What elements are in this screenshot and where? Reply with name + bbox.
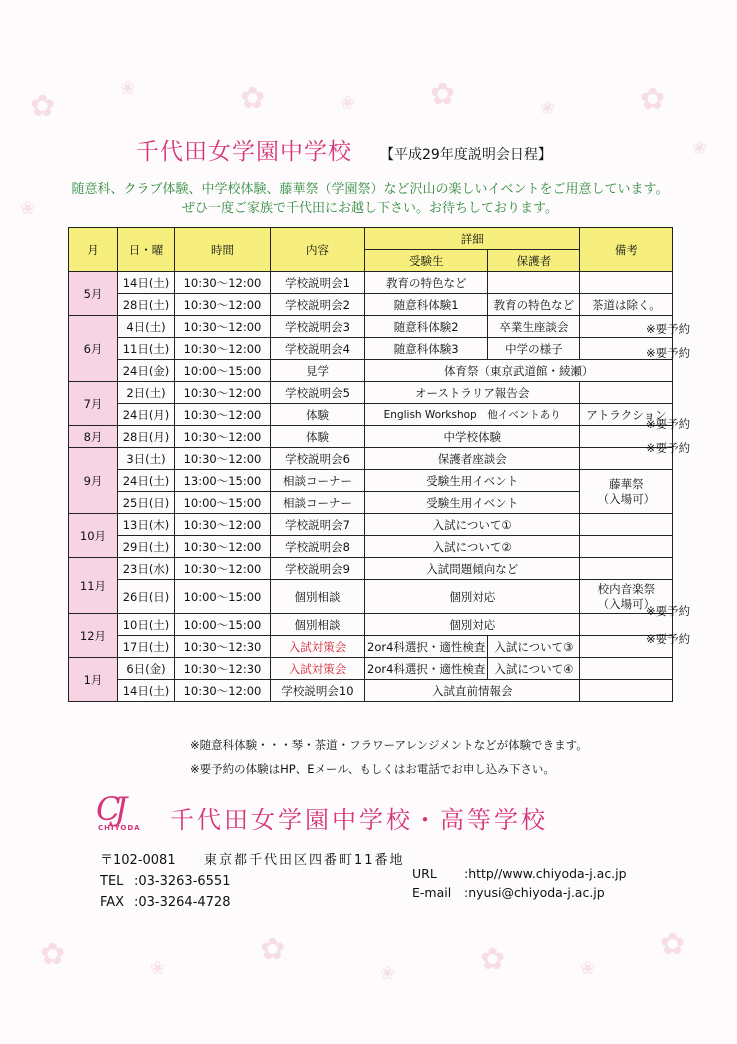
footnote: ※要予約の体験はHP、Eメール、もしくはお電話でお申し込み下さい。 (190, 762, 555, 776)
petal-icon: ✿ (480, 942, 506, 977)
month-cell: 7月 (69, 382, 118, 426)
detail-cell: 入試について② (365, 536, 580, 558)
table-row (69, 514, 673, 536)
content-cell: 入試対策会 (271, 658, 365, 680)
table-row (69, 658, 673, 680)
content-cell: 学校説明会5 (271, 382, 365, 404)
table-row (69, 448, 673, 470)
remarks-cell: アトラクション (580, 404, 673, 426)
detail-cell: English Workshop 他イベントあり (365, 404, 580, 426)
time-cell: 10:30～12:00 (175, 294, 271, 316)
month-cell: 6月 (69, 316, 118, 382)
date-cell: 10日(土) (118, 614, 175, 636)
table-row (69, 404, 673, 426)
table-row (69, 294, 673, 316)
content-cell: 個別相談 (271, 580, 365, 614)
footnote: ※随意科体験・・・琴・茶道・フラワーアレンジメントなどが体験できます。 (190, 738, 588, 752)
time-cell: 10:30～12:00 (175, 448, 271, 470)
time-cell: 10:00～15:00 (175, 492, 271, 514)
date-cell: 24日(月) (118, 404, 175, 426)
guardian-cell: 中学の様子 (488, 338, 580, 360)
remarks-cell (580, 536, 673, 558)
detail-cell: 受験生用イベント (365, 470, 580, 492)
examinee-cell: 2or4科選択・適性検査 (365, 658, 488, 680)
month-cell: 5月 (69, 272, 118, 316)
remarks-cell (580, 514, 673, 536)
remarks-line: 藤華祭 (609, 476, 644, 491)
time-cell: 10:30～12:00 (175, 272, 271, 294)
page-subtitle: 【平成29年度説明会日程】 (380, 147, 552, 163)
time-cell: 10:30～12:00 (175, 536, 271, 558)
date-cell: 11日(土) (118, 338, 175, 360)
month-cell: 9月 (69, 448, 118, 514)
content-cell: 個別相談 (271, 614, 365, 636)
content-cell: 学校説明会7 (271, 514, 365, 536)
remarks-cell: 茶道は除く。 (580, 294, 673, 316)
petal-icon: ❀ (692, 138, 708, 159)
petal-icon: ✿ (40, 937, 66, 972)
date-cell: 26日(日) (118, 580, 175, 614)
remarks-cell (580, 680, 673, 702)
month-cell: 8月 (69, 426, 118, 448)
date-cell: 17日(土) (118, 636, 175, 658)
month-cell: 11月 (69, 558, 118, 614)
reservation-note: ※要予約 (646, 346, 691, 360)
reservation-note: ※要予約 (646, 417, 691, 431)
reservation-note: ※要予約 (646, 604, 691, 618)
petal-icon: ❀ (580, 958, 596, 979)
petal-icon: ✿ (430, 77, 456, 112)
time-cell: 10:30～12:00 (175, 316, 271, 338)
content-cell: 学校説明会8 (271, 536, 365, 558)
time-cell: 10:30～12:00 (175, 558, 271, 580)
content-cell: 学校説明会6 (271, 448, 365, 470)
petal-icon: ❀ (340, 93, 356, 114)
detail-cell: 入試問題傾向など (365, 558, 580, 580)
time-cell: 10:30～12:00 (175, 514, 271, 536)
email-line (412, 883, 627, 902)
table-row (69, 580, 673, 614)
remarks-cell (580, 658, 673, 680)
detail-cell: 個別対応 (365, 614, 580, 636)
remarks-line: （入場可） (597, 491, 656, 506)
remarks-cell (580, 382, 673, 404)
table-row (69, 614, 673, 636)
header-time: 時間 (175, 228, 271, 272)
time-cell: 10:00～15:00 (175, 580, 271, 614)
time-cell: 10:30～12:30 (175, 658, 271, 680)
page-header (136, 133, 552, 166)
detail-cell: オーストラリア報告会 (365, 382, 580, 404)
petal-icon: ❀ (20, 198, 36, 219)
tel-line (100, 871, 405, 892)
page-title: 千代田女学園中学校 (136, 139, 352, 165)
email-label: E-mail (412, 885, 452, 900)
content-cell: 入試対策会 (271, 636, 365, 658)
date-cell: 3日(土) (118, 448, 175, 470)
remarks-line: （入場可） (597, 596, 656, 611)
date-cell: 4日(土) (118, 316, 175, 338)
detail-cell: 中学校体験 (365, 426, 580, 448)
content-cell: 相談コーナー (271, 492, 365, 514)
url-line (412, 864, 627, 883)
table-row (69, 426, 673, 448)
petal-icon: ❀ (380, 963, 396, 984)
time-cell: 10:30～12:00 (175, 338, 271, 360)
detail-cell: 体育祭（東京武道館・綾瀬） (365, 360, 673, 382)
website-link[interactable]: :http//www.chiyoda-j.ac.jp (464, 866, 627, 881)
table-row (69, 338, 673, 360)
content-cell: 学校説明会4 (271, 338, 365, 360)
guardian-cell: 入試について④ (488, 658, 580, 680)
contact-block (412, 864, 627, 902)
detail-cell: 保護者座談会 (365, 448, 580, 470)
petal-icon: ✿ (260, 932, 286, 967)
address-line (100, 850, 405, 871)
table-row (69, 360, 673, 382)
schedule-table (68, 227, 673, 702)
header-date: 日・曜 (118, 228, 175, 272)
time-cell: 10:30～12:30 (175, 636, 271, 658)
reservation-note: ※要予約 (646, 632, 691, 646)
content-cell: 学校説明会3 (271, 316, 365, 338)
table-row (69, 536, 673, 558)
petal-icon: ✿ (30, 89, 56, 124)
fax-number: :03-3264-4728 (134, 895, 231, 910)
date-cell: 14日(土) (118, 272, 175, 294)
tel-label: TEL (100, 874, 124, 889)
remarks-cell (580, 272, 673, 294)
intro-line: ぜひ一度ご家族で千代田にお越し下さい。お待ちしております。 (182, 201, 558, 216)
email-link[interactable]: :nyusi@chiyoda-j.ac.jp (464, 885, 605, 900)
fax-label: FAX (100, 895, 125, 910)
footer-school-name: 千代田女学園中学校・高等学校 (170, 806, 548, 834)
date-cell: 23日(水) (118, 558, 175, 580)
examinee-cell: 随意科体験1 (365, 294, 488, 316)
date-cell: 24日(土) (118, 470, 175, 492)
time-cell: 10:00～15:00 (175, 360, 271, 382)
content-cell: 見学 (271, 360, 365, 382)
content-cell: 相談コーナー (271, 470, 365, 492)
guardian-cell: 卒業生座談会 (488, 316, 580, 338)
content-cell: 学校説明会1 (271, 272, 365, 294)
zip-code: 〒102-0081 (100, 853, 176, 868)
reservation-note: ※要予約 (646, 322, 691, 336)
content-cell: 学校説明会9 (271, 558, 365, 580)
table-row (69, 470, 673, 492)
table-row (69, 316, 673, 338)
logo-mark: CJ (96, 790, 122, 828)
time-cell: 10:30～12:00 (175, 426, 271, 448)
petal-icon: ✿ (660, 927, 686, 962)
table-row (69, 680, 673, 702)
petal-icon: ✿ (640, 82, 666, 117)
examinee-cell: 随意科体験2 (365, 316, 488, 338)
date-cell: 24日(金) (118, 360, 175, 382)
header-examinee: 受験生 (365, 250, 488, 272)
examinee-cell: 2or4科選択・適性検査 (365, 636, 488, 658)
detail-cell: 入試直前情報会 (365, 680, 580, 702)
time-cell: 10:00～15:00 (175, 614, 271, 636)
guardian-cell (488, 272, 580, 294)
date-cell: 14日(土) (118, 680, 175, 702)
header-content: 内容 (271, 228, 365, 272)
remarks-cell (580, 470, 673, 514)
intro-line: 随意科、クラブ体験、中学校体験、藤華祭（学園祭）など沢山の楽しいイベントをご用意しています。 (71, 182, 669, 197)
table-row (69, 558, 673, 580)
time-cell: 10:30～12:00 (175, 680, 271, 702)
examinee-cell: 教育の特色など (365, 272, 488, 294)
petal-icon: ❀ (150, 958, 166, 979)
logo-caption: CHIYODA (98, 824, 141, 832)
content-cell: 体験 (271, 426, 365, 448)
examinee-cell: 随意科体験3 (365, 338, 488, 360)
table-row (69, 272, 673, 294)
date-cell: 28日(土) (118, 294, 175, 316)
remarks-cell (580, 558, 673, 580)
remarks-line: 校内音楽祭 (597, 581, 656, 596)
fax-line (100, 892, 405, 913)
petal-icon: ✿ (240, 81, 266, 116)
date-cell: 28日(月) (118, 426, 175, 448)
header-detail: 詳細 (365, 228, 580, 250)
intro-text (60, 180, 680, 218)
url-label: URL (412, 866, 437, 881)
date-cell: 25日(日) (118, 492, 175, 514)
content-cell: 体験 (271, 404, 365, 426)
address-block (100, 850, 405, 913)
content-cell: 学校説明会2 (271, 294, 365, 316)
time-cell: 13:00～15:00 (175, 470, 271, 492)
date-cell: 29日(土) (118, 536, 175, 558)
date-cell: 6日(金) (118, 658, 175, 680)
month-cell: 1月 (69, 658, 118, 702)
header-month: 月 (69, 228, 118, 272)
time-cell: 10:30～12:00 (175, 404, 271, 426)
street-address: 東京都千代田区四番町11番地 (204, 853, 405, 868)
month-cell: 12月 (69, 614, 118, 658)
detail-cell: 受験生用イベント (365, 492, 580, 514)
reservation-note: ※要予約 (646, 441, 691, 455)
header-remarks: 備考 (580, 228, 673, 272)
time-cell: 10:30～12:00 (175, 382, 271, 404)
content-cell: 学校説明会10 (271, 680, 365, 702)
petal-icon: ❀ (120, 78, 136, 99)
table-row (69, 636, 673, 658)
footnotes (190, 733, 588, 781)
table-row (69, 382, 673, 404)
guardian-cell: 教育の特色など (488, 294, 580, 316)
tel-number: :03-3263-6551 (134, 874, 231, 889)
petal-icon: ❀ (540, 98, 556, 119)
date-cell: 13日(木) (118, 514, 175, 536)
date-cell: 2日(土) (118, 382, 175, 404)
detail-cell: 個別対応 (365, 580, 580, 614)
detail-cell: 入試について① (365, 514, 580, 536)
school-logo (96, 790, 152, 834)
header-guardian: 保護者 (488, 250, 580, 272)
month-cell: 10月 (69, 514, 118, 558)
guardian-cell: 入試について③ (488, 636, 580, 658)
